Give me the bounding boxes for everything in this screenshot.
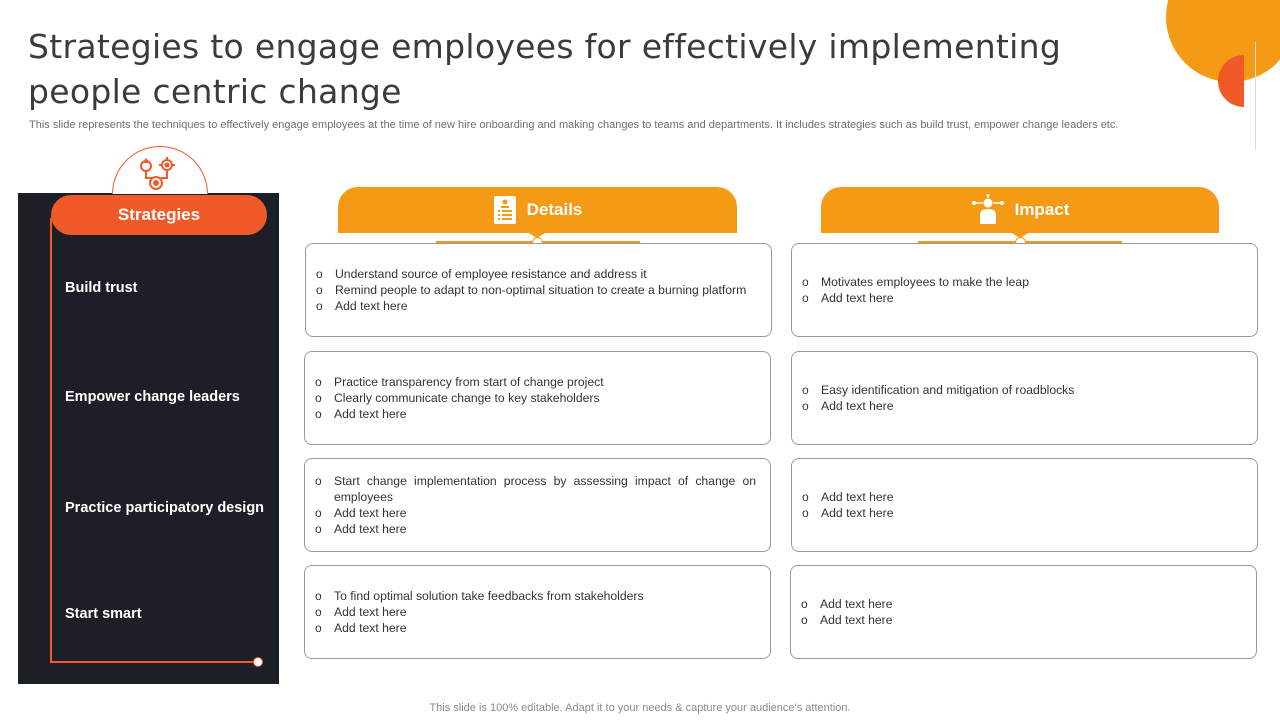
strategy-item-start-smart: Start smart [65, 606, 142, 622]
list-item: o Add text here [802, 290, 1243, 306]
details-card-practice-participatory-design [304, 458, 771, 552]
details-header-label: Details [526, 200, 583, 219]
list-item: o Add text here [801, 612, 1242, 628]
strategies-header: Strategies [51, 195, 267, 235]
impact-header-label: Impact [1014, 200, 1070, 219]
list-item: o Add text here [315, 406, 756, 422]
list-item: o Add text here [802, 505, 1243, 521]
strategies-timeline-dot [253, 657, 263, 667]
list-item: o Add text here [802, 489, 1243, 505]
strategy-item-empower-change-leaders: Empower change leaders [65, 389, 240, 405]
details-header [338, 187, 737, 233]
list-item: o Add text here [315, 505, 756, 521]
gears-target-icon [132, 154, 182, 194]
impact-header [821, 187, 1219, 233]
impact-card-build-trust [791, 243, 1258, 337]
list-item: o Understand source of employee resistance and address it [316, 266, 757, 282]
impact-card-start-smart [790, 565, 1257, 659]
details-card-empower-change-leaders [304, 351, 771, 445]
strategies-panel [18, 193, 279, 684]
list-item: o To find optimal solution take feedbacks from stakeholders [315, 588, 756, 604]
list-item: o Clearly communicate change to key stakeholders [315, 390, 756, 406]
document-list-icon [493, 195, 517, 225]
list-item: o Add text here [315, 604, 756, 620]
list-item: o Start change implementation process by assessing impact of change on employees [315, 473, 756, 505]
details-card-start-smart [304, 565, 771, 659]
list-item: o Add text here [801, 596, 1242, 612]
strategies-timeline-end [50, 661, 258, 663]
list-item: o Add text here [802, 398, 1243, 414]
list-item: o Add text here [316, 298, 757, 314]
list-item: o Motivates employees to make the leap [802, 274, 1243, 290]
list-item: o Easy identification and mitigation of roadblocks [802, 382, 1243, 398]
strategy-item-practice-participatory-design: Practice participatory design [65, 500, 265, 516]
list-item: o Add text here [315, 620, 756, 636]
strategies-timeline [50, 218, 52, 662]
slide-subtitle: This slide represents the techniques to effectively engage employees at the time of new hire onboarding and making changes to teams and departments. It includes strategies such as build trust, empower change leaders etc. [29, 119, 1119, 131]
strategy-item-build-trust: Build trust [65, 280, 138, 296]
impact-card-practice-participatory-design [791, 458, 1258, 552]
slide-footer: This slide is 100% editable. Adapt it to your needs & capture your audience’s attention. [429, 702, 851, 714]
slide-title: Strategies to engage employees for effectively implementing people centric change [28, 27, 1062, 111]
list-item: o Practice transparency from start of change project [315, 374, 756, 390]
decorative-divider [1255, 42, 1256, 150]
list-item: o Add text here [315, 521, 756, 537]
details-card-build-trust [305, 243, 772, 337]
impact-card-empower-change-leaders [791, 351, 1258, 445]
list-item: o Remind people to adapt to non-optimal situation to create a burning platform [316, 282, 757, 298]
person-network-icon [971, 194, 1005, 226]
